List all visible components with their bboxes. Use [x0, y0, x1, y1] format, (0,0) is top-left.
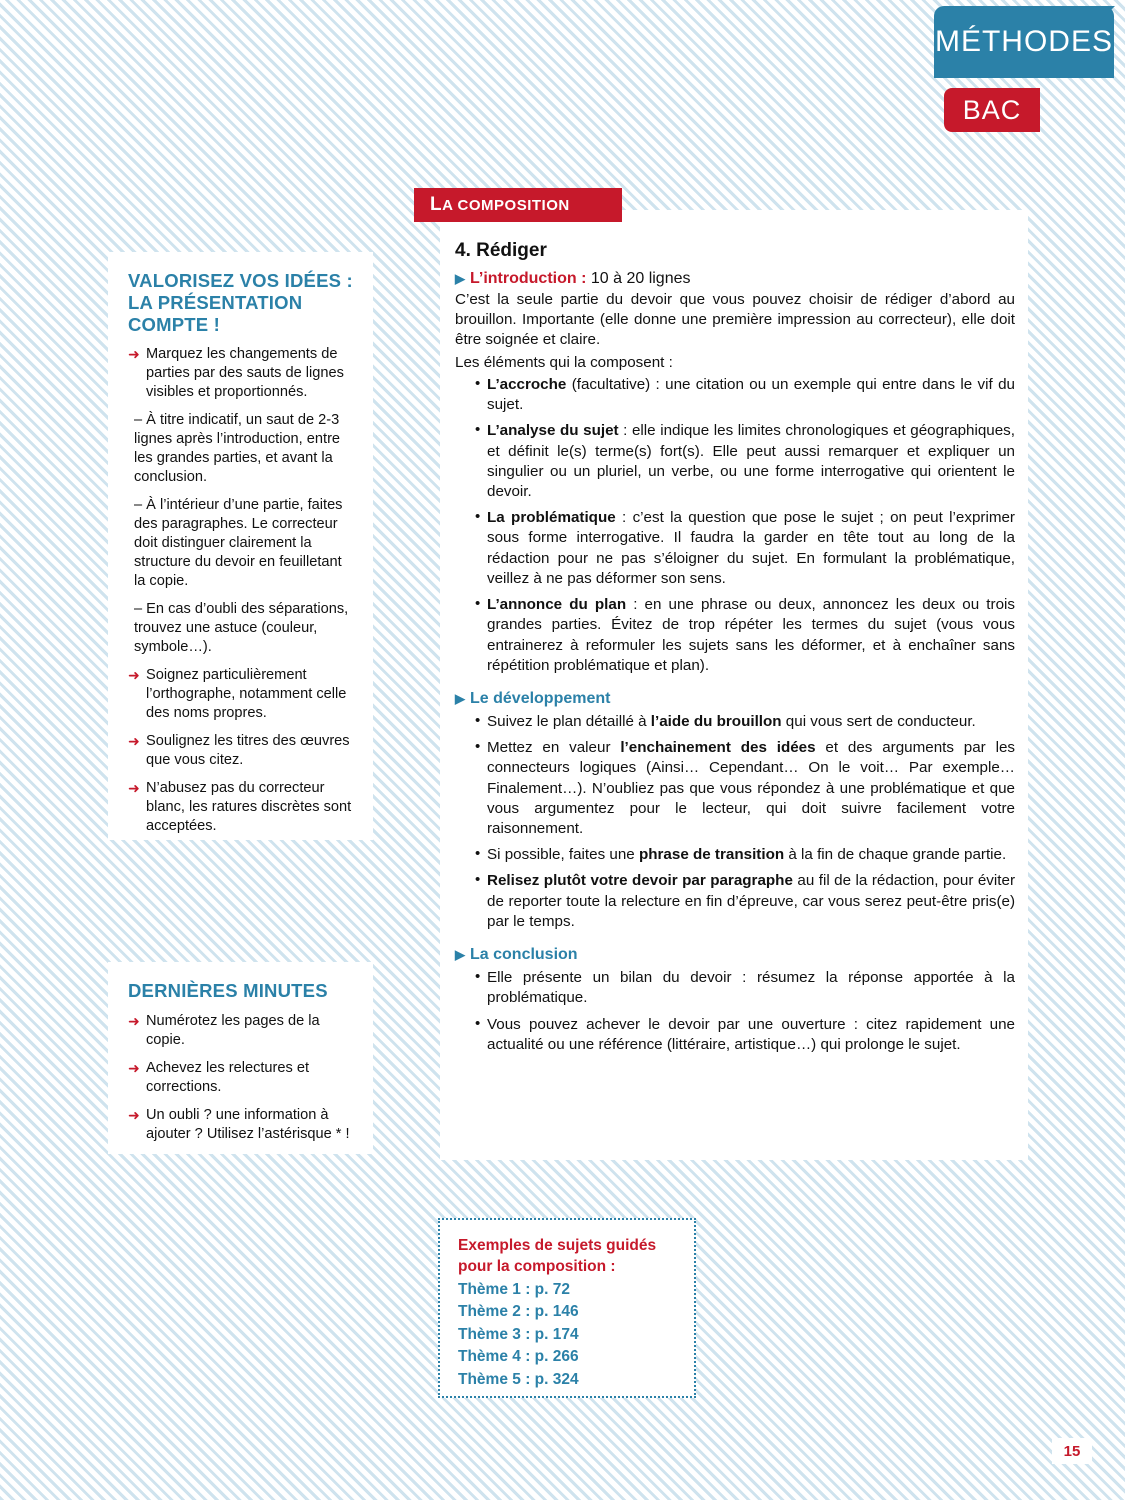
list-item — [128, 496, 353, 591]
conclusion-heading-label: La conclusion — [470, 946, 578, 964]
header-corner-decoration — [1095, 6, 1115, 26]
list-item-text: – En cas d’oubli des séparations, trouvez une astuce (couleur, symbole…). — [134, 601, 349, 656]
list-item-text: Marquez les changements de parties par des sauts de lignes visibles et proportionnés. — [146, 346, 344, 401]
triangle-right-icon: ▶ — [455, 271, 465, 286]
list-item — [475, 845, 1015, 865]
list-item — [128, 1059, 353, 1097]
sidebar-box-valorisez-title: VALORISEZ VOS IDÉES : LA PRÉSENTATION COMPTE ! — [128, 270, 353, 335]
bullet-bold: Relisez plutôt votre devoir par paragraphe — [487, 872, 793, 890]
bullet-text-post: à la fin de chaque grande partie. — [784, 846, 1007, 864]
arrow-right-icon: ➜ — [128, 779, 140, 796]
developpement-bullet-list — [455, 712, 1015, 932]
list-item — [475, 871, 1015, 932]
list-item — [128, 1106, 353, 1144]
list-item — [475, 738, 1015, 839]
list-item — [475, 968, 1015, 1008]
list-item — [128, 732, 353, 770]
developpement-heading-label: Le développement — [470, 689, 611, 707]
list-item-text: – À titre indicatif, un saut de 2-3 lignes après l’introduction, entre les grandes parties, et avant la conclusion. — [134, 412, 341, 486]
introduction-heading — [455, 270, 1015, 288]
list-item — [128, 345, 353, 402]
bullet-text-pre: Mettez en valeur — [487, 739, 621, 757]
examples-box-line: Thème 2 : p. 146 — [458, 1303, 579, 1321]
bullet-text-post: qui vous sert de conducteur. — [781, 712, 976, 730]
list-item-text: Un oubli ? une information à ajouter ? Utilisez l’astérisque * ! — [146, 1106, 350, 1142]
bac-tab — [944, 88, 1040, 132]
list-item — [475, 595, 1015, 676]
examples-box-title-line2: pour la composition : — [458, 1258, 616, 1276]
list-item — [128, 779, 353, 836]
list-item — [128, 600, 353, 657]
sidebar-box-dernieres-title: DERNIÈRES MINUTES — [128, 980, 328, 1001]
bullet-text-pre: Suivez le plan détaillé à — [487, 712, 651, 730]
section-title-rest: A COMPOSITION — [442, 196, 570, 214]
methodes-tab — [934, 6, 1114, 78]
introduction-paragraph: C’est la seule partie du devoir que vous pouvez choisir de rédiger d’abord au brouillon. Importante (elle donne une première impression au correcteur), elle doit être soignée et claire. — [455, 291, 1015, 349]
bullet-text-pre: Si possible, faites une — [487, 846, 639, 864]
bac-tab-label: BAC — [962, 94, 1022, 125]
developpement-heading — [455, 690, 1015, 708]
list-item-text: Achevez les relectures et corrections. — [146, 1059, 310, 1095]
list-item-text: Numérotez les pages de la copie. — [146, 1012, 320, 1048]
list-item-text: Soulignez les titres des œuvres que vous citez. — [146, 732, 350, 768]
bullet-text: Vous pouvez achever le devoir par une ouverture : citez rapidement une actualité ou une référence (littéraire, artistique…) qui prolonge le sujet. — [487, 1015, 1015, 1053]
bullet-bold: L’analyse du sujet — [487, 422, 619, 440]
introduction-bullet-list — [455, 375, 1015, 676]
bullet-bold: l’enchainement des idées — [620, 739, 816, 757]
examples-box — [438, 1218, 696, 1398]
list-item-text: Soignez particulièrement l’orthographe, notamment celle des noms propres. — [146, 667, 347, 721]
list-item — [475, 712, 1015, 732]
examples-box-line: Thème 3 : p. 174 — [458, 1325, 579, 1343]
bullet-text: : en une phrase ou deux, annoncez les deux ou trois grandes parties. Évitez de trop répéter les termes du sujet (vous vous entrainerez à reformuler les sujets sans les déformer, et à enchaîner sans répétition problématique et plan). — [487, 596, 1015, 674]
arrow-right-icon: ➜ — [128, 1106, 140, 1123]
bullet-text-post: au fil de la rédaction, pour éviter de reporter toute la relecture en fin d’épreuve, car vous serez peut-être pris(e) par le temps. — [487, 872, 1015, 930]
main-text-column — [455, 240, 1015, 1061]
page-number: 15 — [1052, 1438, 1092, 1464]
section-title-first-letter: L — [430, 194, 443, 215]
bullet-text: (facultative) : une citation ou un exemple qui entre dans le vif du sujet. — [487, 375, 1015, 414]
section-title-banner — [414, 188, 622, 222]
introduction-heading-label: L’introduction : — [470, 270, 587, 287]
triangle-right-icon: ▶ — [455, 690, 465, 706]
examples-box-title-line1: Exemples de sujets guidés — [458, 1237, 657, 1254]
conclusion-bullet-list — [455, 968, 1015, 1055]
list-item — [475, 375, 1015, 415]
bullet-text: : c’est la question que pose le sujet ; on peut l’exprimer sous forme interrogative. Il faudra la garder en tête tout au long de la rédaction pour ne pas s’éloigner du sujet. En formulant la problématique, veillez à ne pas déformer son sens. — [487, 509, 1015, 587]
sidebar-box-dernieres-minutes — [108, 962, 373, 1154]
bullet-bold: L’accroche — [487, 375, 567, 393]
list-item-text: – À l’intérieur d’une partie, faites des paragraphes. Le correcteur doit distinguer clairement la structure du devoir en feuilletant la copie. — [134, 497, 343, 590]
list-item-text: N’abusez pas du correcteur blanc, les ratures discrètes sont acceptées. — [146, 779, 352, 834]
bullet-text-post: et des arguments par les connecteurs logiques (Ainsi… Cependant… On le voit… Par exemple… Finalement…). N’oubliez pas que vous répondez à une problématique et que vous argumentez pour le lecteur, qui doit suivre facilement votre raisonnement. — [487, 739, 1015, 838]
bullet-bold: l’aide du brouillon — [650, 712, 782, 730]
list-item — [128, 1012, 353, 1050]
bullet-bold: L’annonce du plan — [487, 596, 627, 614]
examples-box-line: Thème 5 : p. 324 — [458, 1370, 579, 1388]
methodes-tab-label: MÉTHODES — [934, 25, 1113, 58]
arrow-right-icon: ➜ — [128, 1059, 140, 1076]
conclusion-heading — [455, 946, 1015, 964]
introduction-lead: Les éléments qui la composent : — [455, 353, 673, 371]
arrow-right-icon: ➜ — [128, 732, 140, 749]
bullet-text: Elle présente un bilan du devoir : résumez la réponse apportée à la problématique. — [487, 969, 1015, 1007]
sidebar-box-valorisez — [108, 252, 373, 840]
examples-box-line: Thème 4 : p. 266 — [458, 1348, 579, 1366]
list-item — [475, 1015, 1015, 1055]
bullet-bold: phrase de transition — [638, 846, 785, 864]
examples-box-line: Thème 1 : p. 72 — [458, 1280, 570, 1298]
list-item — [128, 666, 353, 723]
arrow-right-icon: ➜ — [128, 667, 140, 684]
step-heading: 4. Rédiger — [455, 240, 547, 261]
list-item — [128, 411, 353, 487]
bullet-bold: La problématique — [487, 509, 616, 527]
introduction-heading-suffix: 10 à 20 lignes — [586, 270, 691, 287]
bullet-text: : elle indique les limites chronologiques et géographiques, et définit le(s) terme(s) fort(s). Elle peut aussi remarquer et expliquer un singulier ou un pluriel, un verbe, ou une forme interrogative qui orientent le devoir. — [487, 422, 1015, 500]
list-item — [475, 421, 1015, 502]
arrow-right-icon: ➜ — [128, 346, 140, 363]
list-item — [475, 508, 1015, 589]
triangle-right-icon: ▶ — [455, 947, 465, 963]
arrow-right-icon: ➜ — [128, 1012, 140, 1029]
